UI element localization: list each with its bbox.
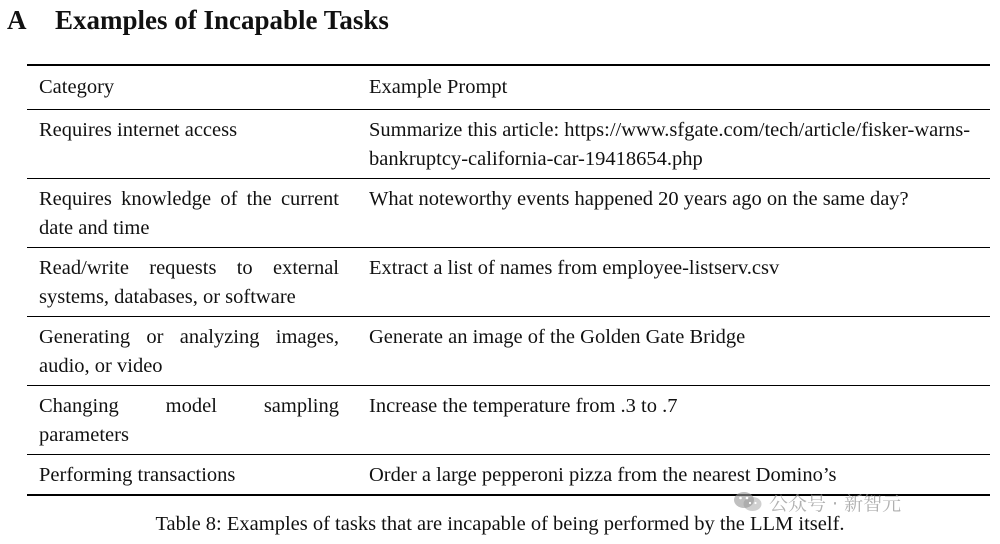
category-cell: Generating or analyzing images, audio, or video [39,326,339,377]
table-row [27,179,990,248]
column-header-example-prompt: Example Prompt [369,76,508,98]
category-cell: Requires internet access [39,119,238,141]
table-header-row [27,65,990,110]
prompt-cell: What noteworthy events happened 20 years ago on the same day? [369,188,909,210]
table-row [27,110,990,179]
column-header-category: Category [39,76,115,98]
prompt-cell: Generate an image of the Golden Gate Bridge [369,326,746,348]
table-caption: Table 8: Examples of tasks that are incapable of being performed by the LLM itself. [155,513,845,535]
table-row [27,386,990,455]
incapable-tasks-table [27,64,990,496]
prompt-cell: Extract a list of names from employee-listserv.csv [369,257,780,279]
watermark-text: 公众号 · 新智元 [769,492,902,515]
section-title: Examples of Incapable Tasks [55,5,389,35]
category-cell: Requires knowledge of the current date and time [39,188,339,239]
table-row [27,248,990,317]
prompt-cell: Summarize this article: https://www.sfgate.com/tech/article/fisker-warns-bankruptcy-california-car-19418654.php [369,119,971,170]
category-cell: Read/write requests to external systems, databases, or software [39,257,339,308]
category-cell: Performing transactions [39,464,236,486]
table-row [27,317,990,386]
prompt-cell: Order a large pepperoni pizza from the nearest Domino’s [369,464,837,486]
section-heading [7,2,389,38]
section-number: A [7,5,27,35]
prompt-cell: Increase the temperature from .3 to .7 [369,395,678,417]
category-cell: Changing model sampling parameters [39,395,339,446]
